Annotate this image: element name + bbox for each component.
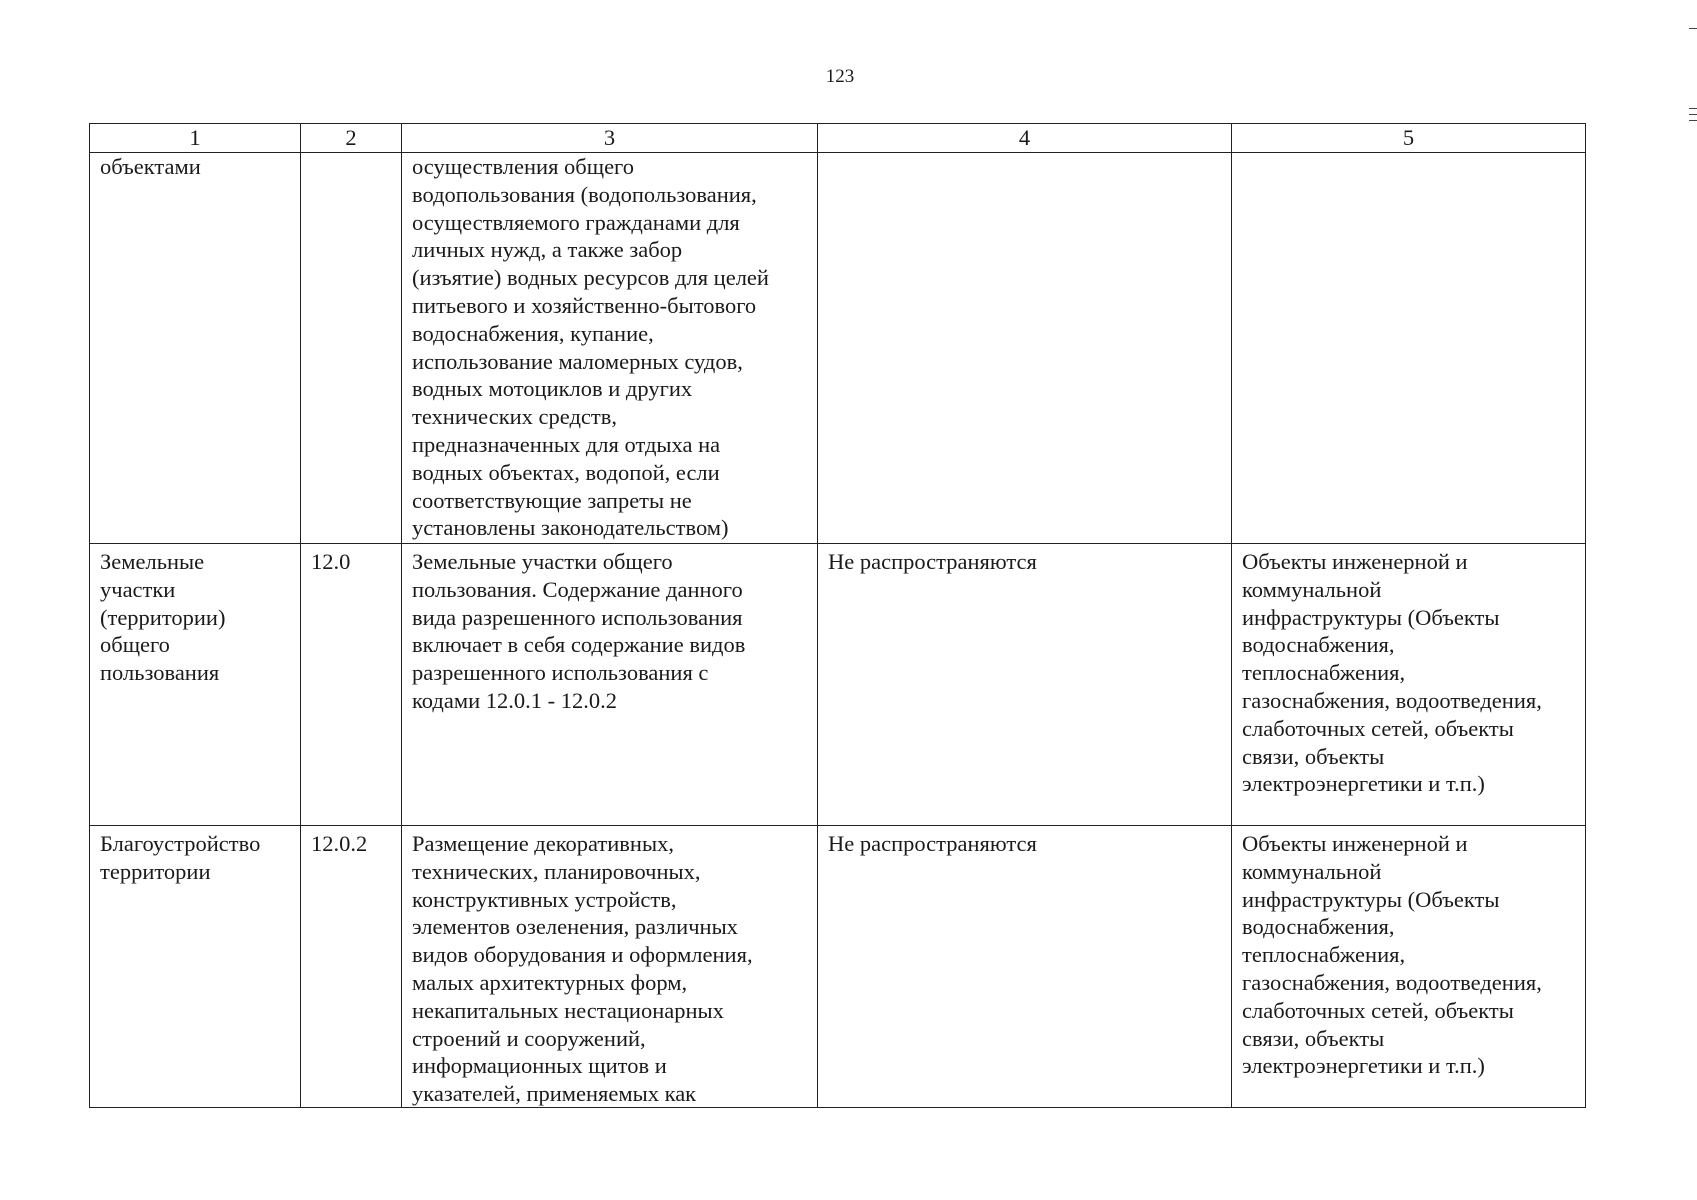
auxiliary-objects-cell bbox=[1232, 153, 1586, 544]
scan-edge-mark bbox=[1689, 114, 1697, 115]
table-row bbox=[90, 153, 1586, 544]
restrictions-cell: Не распространяются bbox=[818, 826, 1232, 1108]
use-description-cell: Размещение декоративных, технических, планировочных, конструктивных устройств, элементов озеленения, различных видов оборудования и оформления, малых архитектурных форм, некапитальных нестационарных строений и сооружений, информационных щитов и указателей, применяемых как bbox=[402, 826, 818, 1108]
column-header-4: 4 bbox=[818, 124, 1232, 153]
table-row bbox=[90, 544, 1586, 826]
use-name-cell: Земельные участки (территории) общего пользования bbox=[90, 544, 301, 826]
restrictions-cell bbox=[818, 153, 1232, 544]
use-description-cell: осуществления общего водопользования (водопользования, осуществляемого гражданами для личных нужд, а также забор (изъятие) водных ресурсов для целей питьевого и хозяйственно-бытового водоснабжения, купание, использование маломерных судов, водных мотоциклов и других технических средств, предназначенных для отдыха на водных объектах, водопой, если соответствующие запреты не установлены законодательством) bbox=[402, 153, 818, 544]
column-header-3: 3 bbox=[402, 124, 818, 153]
scan-edge-mark bbox=[1689, 28, 1697, 29]
permitted-use-table bbox=[89, 123, 1586, 1108]
column-header-5: 5 bbox=[1232, 124, 1586, 153]
page-number: 123 bbox=[825, 66, 855, 87]
table-row bbox=[90, 826, 1586, 1108]
use-name-cell: объектами bbox=[90, 153, 301, 544]
use-name-cell: Благоустройство территории bbox=[90, 826, 301, 1108]
use-description-cell: Земельные участки общего пользования. Содержание данного вида разрешенного использования включает в себя содержание видов разрешенного использования с кодами 12.0.1 - 12.0.2 bbox=[402, 544, 818, 826]
use-code-cell: 12.0 bbox=[301, 544, 402, 826]
restrictions-cell: Не распространяются bbox=[818, 544, 1232, 826]
column-header-2: 2 bbox=[301, 124, 402, 153]
use-code-cell: 12.0.2 bbox=[301, 826, 402, 1108]
scan-edge-mark bbox=[1689, 120, 1697, 121]
scan-edge-mark bbox=[1689, 108, 1697, 109]
auxiliary-objects-cell: Объекты инженерной и коммунальной инфраструктуры (Объекты водоснабжения, теплоснабжения, газоснабжения, водоотведения, слаботочных сетей, объекты связи, объекты электроэнергетики и т.п.) bbox=[1232, 544, 1586, 826]
table-header-row bbox=[90, 124, 1586, 153]
use-code-cell bbox=[301, 153, 402, 544]
auxiliary-objects-cell: Объекты инженерной и коммунальной инфраструктуры (Объекты водоснабжения, теплоснабжения, газоснабжения, водоотведения, слаботочных сетей, объекты связи, объекты электроэнергетики и т.п.) bbox=[1232, 826, 1586, 1108]
column-header-1: 1 bbox=[90, 124, 301, 153]
